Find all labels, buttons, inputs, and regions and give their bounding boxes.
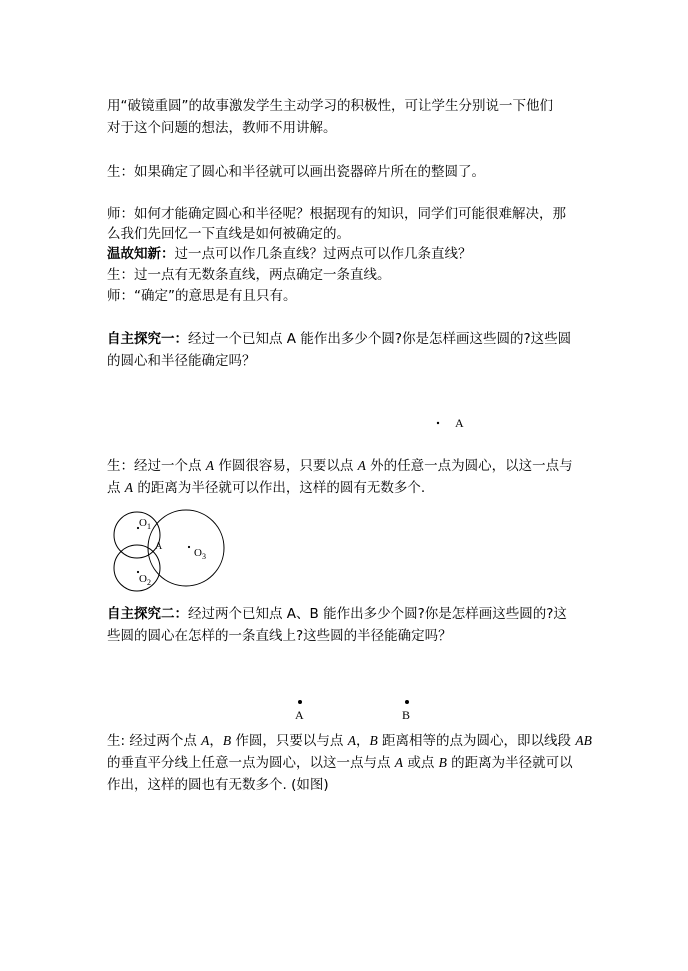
intro-line-1: 用“破镜重圆”的故事激发学生主动学习的积极性，可让学生分别说一下他们	[107, 98, 553, 114]
center-o3-dot	[188, 546, 190, 548]
circle-o2	[114, 545, 160, 591]
teacher-line-2: 么我们先回忆一下直线是如何被确定的。	[107, 226, 350, 242]
text-run: A	[357, 458, 366, 473]
point-a-dot	[436, 421, 440, 425]
text-run: A	[124, 480, 134, 495]
text-run: 的距离为半径就可以	[446, 755, 573, 771]
student-answer-3-line-1	[107, 455, 587, 477]
intro-line-2: 对于这个问题的想法，教师不用讲解。	[107, 120, 337, 136]
text-run: 作圆很容易，只要以点	[214, 458, 358, 474]
text-run: 距离相等的点为圆心，即以线段	[377, 733, 576, 749]
text-run: 生: 经过两个点	[107, 733, 202, 749]
point-a2-label: A	[295, 708, 304, 722]
label-a-intersection: A	[155, 541, 163, 552]
label-o2-sub: 2	[146, 578, 151, 588]
label-o1-sub: 1	[146, 522, 151, 532]
label-o1-letter: O	[139, 517, 147, 529]
exploration-1-line-2: 的圆心和半径能确定吗？	[107, 353, 256, 369]
teacher-line-3: 师：“确定”的意思是有且只有。	[107, 288, 297, 304]
review-label: 温故知新：	[107, 246, 175, 262]
text-run: AB	[575, 733, 592, 748]
exploration-1-label: 自主探究一：	[107, 331, 188, 347]
text-run: 的距离为半径就可以作出，这样的圆有无数多个.	[133, 480, 426, 496]
exploration-2-text-1: 经过两个已知点 A、B 能作出多少个圆?你是怎样画这些圆的?这	[188, 606, 567, 622]
student-answer-2: 生：过一点有无数条直线，两点确定一条直线。	[107, 267, 391, 283]
text-run: 外的任意一点为圆心，以这一点与	[365, 458, 573, 474]
label-o2	[139, 573, 151, 587]
point-b-dot	[404, 699, 410, 705]
text-run: 点	[107, 480, 125, 496]
label-o3	[194, 547, 206, 561]
figure-three-circles	[108, 505, 238, 600]
exploration-2-line-1	[107, 603, 587, 625]
text-run: 生：经过一个点	[107, 458, 206, 474]
text-run: A	[347, 733, 356, 748]
exploration-1-text-1: 经过一个已知点 A 能作出多少个圆?你是怎样画这些圆的?这些圆	[188, 331, 572, 347]
review-line	[107, 243, 587, 265]
student-answer-1: 生：如果确定了圆心和半径就可以画出瓷器碎片所在的整圆了。	[107, 164, 485, 180]
review-text: 过一点可以作几条直线？过两点可以作几条直线？	[174, 246, 472, 262]
text-run: 或点	[403, 755, 439, 771]
text-run: A	[394, 755, 404, 770]
student-answer-4-line-3: 作出，这样的圆也有无数多个. (如图)	[107, 777, 329, 793]
label-o1	[139, 517, 151, 531]
label-o2-letter: O	[139, 573, 147, 585]
label-o3-sub: 3	[201, 552, 206, 562]
text-run: A	[205, 458, 215, 473]
text-run: A	[201, 733, 210, 748]
point-b-label: B	[402, 708, 411, 722]
label-o3-letter: O	[194, 547, 202, 559]
text-run: B	[222, 733, 232, 748]
teacher-line-1: 师：如何才能确定圆心和半径呢？根据现有的知识，同学们可能很难解决，那	[107, 206, 566, 222]
exploration-2-line-2: 些圆的圆心在怎样的一条直线上?这些圆的半径能确定吗？	[107, 628, 452, 644]
exploration-1-line-1	[107, 328, 587, 350]
point-a2-dot	[297, 699, 303, 705]
text-run: 的垂直平分线上任意一点为圆心，以这一点与点	[107, 755, 395, 771]
text-run: 作圆，只要以与点	[231, 733, 348, 749]
student-answer-4-line-2	[107, 752, 587, 774]
text-run: ，	[355, 733, 370, 749]
text-run: B	[438, 755, 447, 770]
point-a-label: A	[455, 416, 464, 430]
student-answer-4-line-1	[107, 730, 592, 752]
student-answer-3-line-2	[107, 477, 587, 499]
exploration-2-label: 自主探究二：	[107, 606, 188, 622]
text-run: ，	[209, 733, 223, 749]
text-run: B	[369, 733, 378, 748]
